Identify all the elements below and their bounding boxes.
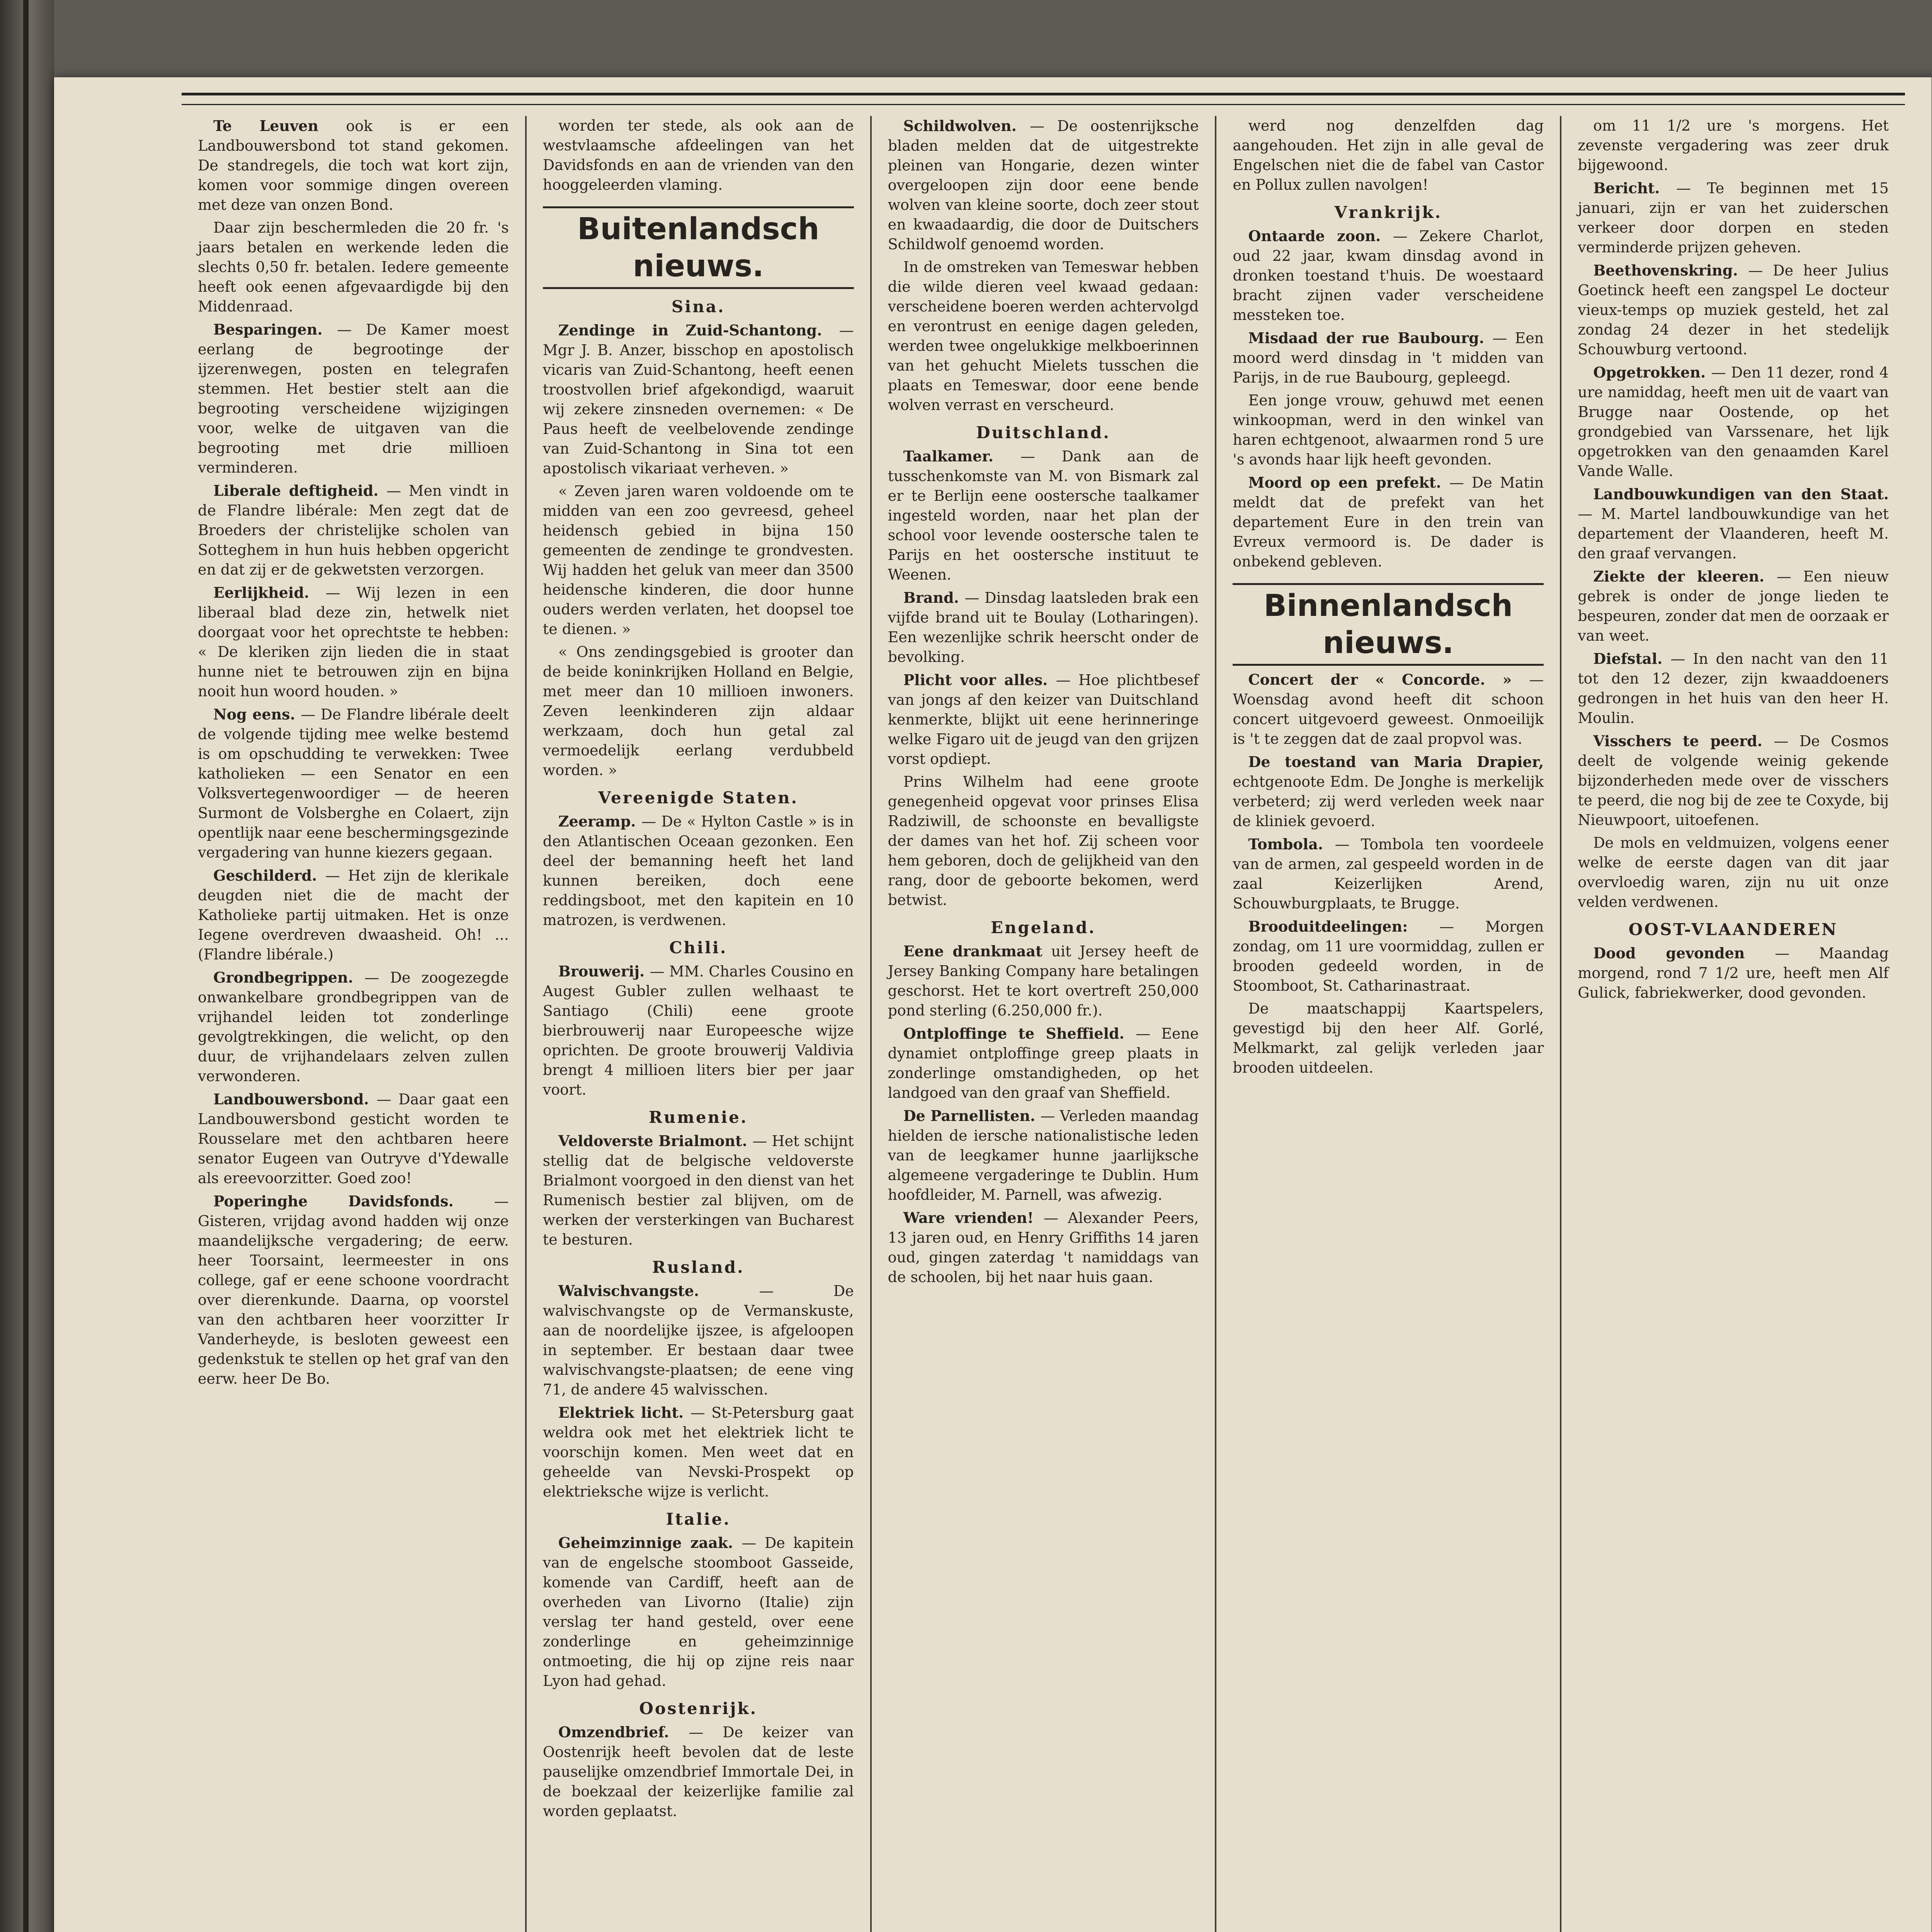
article-lede: Opgetrokken. xyxy=(1593,364,1711,381)
article-paragraph xyxy=(543,1281,854,1400)
subheading-duitschland: Duitschland. xyxy=(976,423,1111,442)
section-heading-foreign: Buitenlandsch nieuws. xyxy=(543,206,854,289)
subheading-vrankrijk: Vrankrijk. xyxy=(1334,203,1442,222)
subheading-rusland: Rusland. xyxy=(652,1258,745,1277)
article-lede: Brooduitdeelingen: xyxy=(1248,918,1440,935)
article-body: — Men vindt in de Flandre libérale: Men zegt dat de Broeders der christelijke scholen van Sotteghem in hun huis hebben opgericht en dat zij er de gekwetsten verzorgen. xyxy=(198,482,509,578)
article-body: — Den 11 dezer, rond 4 ure namiddag, heeft men uit de vaart van Brugge naar Oostende, op het grondgebied van Varssenare, het lijk opgetrokken van den genaamden Karel Vande Walle. xyxy=(1578,364,1889,480)
article-lede: Dood gevonden xyxy=(1593,944,1775,962)
article-body: — De Matin meldt dat de prefekt van het departement Eure in den trein van Evreux vermoord is. De dader is onbekend gebleven. xyxy=(1233,474,1544,570)
article-paragraph xyxy=(543,1533,854,1691)
article-paragraph xyxy=(198,218,509,316)
article-body: — St-Petersburg gaat weldra ook met het elektriek licht te voorschijn komen. Men weet dat en geheelde van Nevski-Prospekt op elektrieksche wijze is verlicht. xyxy=(543,1404,854,1500)
article-body: Een jonge vrouw, gehuwd met eenen winkoopman, werd in den winkel van haren echtgenoot, alwaarmen rond 5 ure 's avonds haar lijk heeft gevonden. xyxy=(1233,392,1544,468)
column-4-lead: werd nog denzelfden dag aangehouden. Het zijn in alle geval de Engelschen niet die de fabel van Castor en Pollux zullen navolgen! xyxy=(1233,117,1544,193)
article-lede: Ontaarde zoon. xyxy=(1248,227,1393,245)
article-body: De mols en veldmuizen, volgens eener welke de eerste dagen van dit jaar overvloedig waren, zijn nu uit onze velden verdwenen. xyxy=(1578,834,1889,910)
article-body: — Gisteren, vrijdag avond hadden wij onze maandelijksche vergadering; de eerw. heer Toorsaint, leermeester in ons college, gaf er eene schoone voordracht over dierenkunde. Daarna, op voorstel van den achtbaren heer voorzitter Ir Vanderheyde, is besloten geweest een gedenkstuk te stellen op het graf van den eerw. heer De Bo. xyxy=(198,1193,509,1387)
article-paragraph xyxy=(888,116,1199,254)
article-lede: Ontploffinge te Sheffield. xyxy=(903,1025,1136,1042)
article-lede: Omzendbrief. xyxy=(558,1723,689,1741)
article-lede: Ware vrienden! xyxy=(903,1209,1044,1226)
article-body: « Ons zendingsgebied is grooter dan de beide koninkrijken Holland en Belgie, met meer dan 10 millioen inwoners. Zeven leenkinderen zijn aldaar werkzaam, doch hun getal zal vermoedelijk eerlang verdubbeld worden. » xyxy=(543,643,854,779)
article-paragraph xyxy=(888,1024,1199,1103)
article-lede: Nog eens. xyxy=(213,706,301,723)
article-paragraph xyxy=(198,1089,509,1188)
article-body: ook is er een Landbouwersbond tot stand gekomen. De standregels, die toch wat kort zijn, komen voor sommige dingen overeen met deze van onzen Bond. xyxy=(198,117,509,213)
article-lede: Besparingen. xyxy=(213,321,337,338)
article-body: In de omstreken van Temeswar hebben die wilde dieren veel kwaad gedaan: verscheidene boeren werden achtervolgd en verontrust en eenige dagen geleden, werden twee ongelukkige melkboerinnen van het gehucht Mielets tusschen die plaats en Temeswar, door eene bende wolven verrast en verscheurd. xyxy=(888,259,1199,413)
article-lede: Visschers te peerd. xyxy=(1593,732,1774,750)
article-paragraph xyxy=(1233,834,1544,913)
article-lede: Taalkamer. xyxy=(903,447,1020,465)
article-lede: Beethovenskring. xyxy=(1593,262,1748,279)
article-lede: Ziekte der kleeren. xyxy=(1593,568,1777,585)
column-4 xyxy=(1216,116,1561,1932)
article-lede: Misdaad der rue Baubourg. xyxy=(1248,329,1493,347)
article-body: — Te beginnen met 15 januari, zijn er van het zuiderschen verkeer door dorpen en steden verminderde prijzen geheven. xyxy=(1578,180,1889,256)
article-lede: Schildwolven. xyxy=(903,117,1030,134)
article-paragraph xyxy=(1578,260,1889,359)
article-lede: Tombola. xyxy=(1248,835,1335,853)
article-body: — In den nacht van den 11 tot den 12 dezer, zijn kwaaddoeners gedrongen in het huis van den heer H. Moulin. xyxy=(1578,650,1889,726)
article-paragraph xyxy=(1233,917,1544,996)
column-3 xyxy=(872,116,1217,1932)
article-lede: De Parnellisten. xyxy=(903,1107,1041,1124)
article-body: — De Kamer moest eerlang de begrootinge der ijzerenwegen, posten en telegrafen stemmen. Het bestier stelt aan die begrooting verscheidene wijzigingen voor, welke de uitgaven van die begrooting met drie millioen verminderen. xyxy=(198,321,509,476)
article-body: — Dank aan de tusschenkomste van M. von Bismark zal er te Berlijn eene oostersche taalkamer ingesteld worden, naar het plan der school voor levende oostersche talen te Parijs en het oostersche instituut te Weenen. xyxy=(888,448,1199,583)
subheading-vereenigde-staten: Vereenigde Staten. xyxy=(598,788,799,807)
article-paragraph xyxy=(1578,649,1889,728)
article-paragraph xyxy=(1578,566,1889,646)
article-lede: Moord op een prefekt. xyxy=(1248,474,1449,491)
header-rule xyxy=(182,93,1905,105)
subheading-sina: Sina. xyxy=(671,297,725,316)
article-paragraph xyxy=(1233,328,1544,388)
column-5-lead: om 11 1/2 ure 's morgens. Het zevenste vergadering was zeer druk bijgewoond. xyxy=(1578,117,1889,173)
article-paragraph xyxy=(1578,731,1889,830)
article-paragraph xyxy=(888,1208,1199,1287)
article-body: — Het schijnt stellig dat de belgische veldoverste Brialmont voorgoed in den dienst van het Rumenisch bestier zal blijven, om de werken der versterkingen van Bucharest te besturen. xyxy=(543,1133,854,1248)
article-paragraph xyxy=(888,941,1199,1020)
article-paragraph xyxy=(198,866,509,964)
article-lede: Liberale deftigheid. xyxy=(213,482,387,499)
article-body: echtgenoote Edm. De Jonghe is merkelijk verbeterd; zij werd verleden week naar de kliniek gevoerd. xyxy=(1233,773,1544,830)
article-paragraph xyxy=(543,320,854,478)
article-body: — De Cosmos deelt de volgende weinig gekende bijzonderheden mede over de visschers te peerd, die nog bij de zee te Coxyde, bij Nieuwpoort, uitoefenen. xyxy=(1578,733,1889,828)
article-paragraph xyxy=(888,1106,1199,1205)
article-paragraph xyxy=(543,961,854,1100)
article-body: — Mgr J. B. Anzer, bisschop en apostolisch vicaris van Zuid-Schantong, heeft eenen troostvollen brief afgekondigd, waaruit wij zekere zinsneden overnemen: « De Paus heeft de veelbelovende zendinge van Zuid-Schantong in Sina tot een apostolisch vikariaat verheven. » xyxy=(543,322,854,477)
article-body: — Tombola ten voordeele van de armen, zal gespeeld worden in de zaal Keizerlijken Arend, Schouwburgplaats, te Brugge. xyxy=(1233,836,1544,912)
column-1 xyxy=(182,116,527,1932)
article-body: — De heer Julius Goetinck heeft een zangspel Le docteur vieux-temps op muziek gesteld, het zal zondag 24 dezer in het stedelijk Schouwburg vertoond. xyxy=(1578,262,1889,358)
article-paragraph xyxy=(1233,670,1544,749)
article-paragraph xyxy=(543,1722,854,1821)
article-lede: De toestand van Maria Drapier, xyxy=(1248,753,1544,770)
article-body: — M. Martel landbouwkundige van het departement der Vlaanderen, heeft M. den graaf vervangen. xyxy=(1578,505,1889,562)
article-lede: Concert der « Concorde. » xyxy=(1248,671,1529,688)
article-body: — Verleden maandag hielden de iersche nationalistische leden van de leegkamer hunne jaarlijksche algemeene vergaderinge te Dublin. Hum hoofdleider, M. Parnell, was afwezig. xyxy=(888,1107,1199,1203)
article-body: — De kapitein van de engelsche stoomboot Gasseide, komende van Cardiff, heeft aan de overheden van Livorno (Italie) zijn verslag ter hand gesteld, over eene zonderlinge en geheimzinnige ontmoeting, die hij op zijne reis naar Lyon had gehad. xyxy=(543,1534,854,1689)
article-lede: Bericht. xyxy=(1593,179,1677,197)
article-lede: Zeeramp. xyxy=(558,813,642,830)
column-2-lead: worden ter stede, als ook aan de westvlaamsche afdeelingen van het Davidsfonds en aan de vrienden van den hooggeleerden vlaming. xyxy=(543,117,854,193)
article-lede: Diefstal. xyxy=(1593,650,1671,667)
article-lede: Elektriek licht. xyxy=(558,1404,690,1421)
article-body: — Morgen zondag, om 11 ure voormiddag, zullen er brooden gedeeld worden, in de Stoomboot, St. Catharinastraat. xyxy=(1233,918,1544,994)
subheading-oost-vlaanderen: OOST-VLAANDEREN xyxy=(1628,920,1838,939)
article-paragraph xyxy=(1233,391,1544,469)
article-lede: Poperinghe Davidsfonds. xyxy=(213,1192,494,1210)
article-lede: Eene drankmaat xyxy=(903,942,1051,960)
article-paragraph xyxy=(1233,226,1544,325)
article-lede: Grondbegrippen. xyxy=(213,969,365,986)
subheading-oostenrijk: Oostenrijk. xyxy=(639,1699,758,1718)
article-paragraph xyxy=(198,1191,509,1389)
book-spine xyxy=(0,0,54,1932)
article-paragraph xyxy=(198,583,509,701)
article-body: Daar zijn beschermleden die 20 fr. 's jaars betalen en werkende leden die slechts 0,50 fr. betalen. Iedere gemeente heeft ook eenen afgevaardigde bij den Middenraad. xyxy=(198,219,509,315)
article-lede: Eerlijkheid. xyxy=(213,584,326,601)
article-lede: Landbouwkundigen van den Staat. xyxy=(1593,485,1889,503)
column-5 xyxy=(1561,116,1905,1932)
article-lede: Veldoverste Brialmont. xyxy=(558,1132,753,1150)
article-lede: Plicht voor alles. xyxy=(903,671,1056,689)
article-paragraph xyxy=(888,670,1199,769)
article-body: Prins Wilhelm had eene groote genegenheid opgevat voor prinses Elisa Radziwill, de schoonste en bevalligste der dames van het hof. Zij scheen voor hem geboren, doch de gelijkheid van den rang, door de geboorte bekomen, werd betwist. xyxy=(888,773,1199,908)
article-paragraph xyxy=(198,481,509,580)
article-columns xyxy=(182,116,1905,1932)
article-body: « Zeven jaren waren voldoende om te midden van een zoo gevreesd, geheel heidensch gebied in bijna 150 gemeenten de zendinge te grondvesten. Wij hadden het geluk van meer dan 3500 heidensche kinderen, die door hunne ouders werden verlaten, het doopsel toe te dienen. » xyxy=(543,483,854,638)
article-paragraph xyxy=(198,320,509,478)
article-lede: Walvischvangste. xyxy=(558,1282,759,1299)
article-paragraph xyxy=(543,642,854,780)
article-paragraph xyxy=(198,968,509,1086)
subheading-rumenie: Rumenie. xyxy=(648,1108,748,1127)
article-lede: Te Leuven xyxy=(213,117,346,134)
article-body: — Zekere Charlot, oud 22 jaar, kwam dinsdag avond in dronken toestand t'huis. De woestaard bracht zijnen vader verscheidene messteken toe. xyxy=(1233,228,1544,323)
article-lede: Geheimzinnige zaak. xyxy=(558,1534,742,1551)
article-paragraph xyxy=(1578,484,1889,563)
article-body: — Wij lezen in een liberaal blad deze zin, hetwelk niet doorgaat voor het oprechtste te hebben: « De kleriken zijn lieden die in staat hunne niet te betrouwen zijn en bijna nooit hun woord houden. » xyxy=(198,584,509,700)
subheading-engeland: Engeland. xyxy=(990,918,1096,937)
article-body: — Een nieuw gebrek is onder de jonge lieden te bespeuren, zonder dat men de oorzaak er van weet. xyxy=(1578,568,1889,644)
article-paragraph xyxy=(198,704,509,862)
article-body: — Woensdag avond heeft dit schoon concert uitgevoerd geweest. Onmoeilijk is 't te zeggen dat de zaal propvol was. xyxy=(1233,671,1544,747)
section-heading-domestic: Binnenlandsch nieuws. xyxy=(1233,583,1544,666)
article-paragraph xyxy=(543,811,854,930)
article-paragraph xyxy=(888,446,1199,585)
article-body: — De zoogezegde onwankelbare grondbegrippen van de vrijhandel leiden tot zonderlinge gevolgtrekkingen, die welicht, op den duur, de vrijhandelaars zelven zullen verwonderen. xyxy=(198,969,509,1085)
article-lede: Zendinge in Zuid-Schantong. xyxy=(558,321,839,339)
article-paragraph xyxy=(1233,752,1544,831)
article-paragraph xyxy=(1578,362,1889,481)
article-body: uit Jersey heeft de Jersey Banking Company hare betalingen geschorst. Het te kort overtreft 250,000 pond sterling (6.250,000 fr.). xyxy=(888,943,1199,1019)
article-paragraph xyxy=(543,481,854,639)
article-body: — Eene dynamiet ontploffinge greep plaats in zonderlinge omstandigheden, op het landgoed van den graaf van Sheffield. xyxy=(888,1025,1199,1101)
article-paragraph xyxy=(1578,943,1889,1003)
article-lede: Geschilderd. xyxy=(213,867,325,884)
article-body: — De oostenrijksche bladen melden dat de uitgestrekte pleinen van Hongarie, dezen winter overgeloopen zijn door eene bende wolven van kleine soorte, doch zeer stout en kwaadaardig, die door de Duitschers Schildwolf genoemd worden. xyxy=(888,117,1199,253)
article-body: — Dinsdag laatsleden brak een vijfde brand uit te Boulay (Lotharingen). Een wezenlijke schrik heerscht onder de bevolking. xyxy=(888,589,1199,665)
article-paragraph xyxy=(1578,833,1889,912)
article-body: — De Flandre libérale deelt de volgende tijding mee welke bestemd is om opschudding te verwekken: Twee katholieken — een Senator en een Volksvertegenwoordiger — de heeren Surmont de Volsberghe en Colaert, zijn opentlijk naar eene beschermingsgezinde vergadering van hunne kiezers gegaan. xyxy=(198,706,509,861)
article-paragraph xyxy=(1233,999,1544,1078)
article-paragraph xyxy=(1578,178,1889,257)
article-paragraph xyxy=(888,257,1199,415)
article-paragraph xyxy=(888,588,1199,667)
article-body: — Daar gaat een Landbouwersbond gesticht worden te Rousselare met den achtbaren heere senator Eugeen van Outryve d'Ydewalle als ereevoorzitter. Goed zoo! xyxy=(198,1091,509,1187)
article-body: — MM. Charles Cousino en Augest Gubler zullen welhaast te Santiago (Chili) eene groote bierbrouwerij naar Europeesche wijze oprichten. De groote brouwerij Valdivia brengt 4 millioen liters bier per jaar voort. xyxy=(543,963,854,1098)
article-paragraph xyxy=(543,1131,854,1250)
article-paragraph xyxy=(888,772,1199,910)
article-paragraph xyxy=(198,116,509,215)
article-body: — De « Hylton Castle » is in den Atlantischen Oceaan gezonken. Een deel der bemanning heeft het land kunnen bereiken, doch eene reddingsboot, met den kapitein en 10 matrozen, is verdwenen. xyxy=(543,813,854,929)
article-body: De maatschappij Kaartspelers, gevestigd bij den heer Alf. Gorlé, Melkmarkt, zal gelijk verleden jaar brooden uitdeelen. xyxy=(1233,1000,1544,1076)
column-2 xyxy=(527,116,872,1932)
article-body: — Hoe plichtbesef van jongs af den keizer van Duitschland kenmerkte, blijkt uit eene herinneringe welke Figaro uit de jeugd van den grijzen vorst opdiept. xyxy=(888,672,1199,767)
article-body: — Het zijn de klerikale deugden niet die de macht der Katholieke partij uitmaken. Het is onze Iegene overdreven dwaasheid. Oh! ... (Flandre libérale.) xyxy=(198,867,509,963)
article-lede: Landbouwersbond. xyxy=(213,1090,377,1108)
subheading-italie: Italie. xyxy=(666,1510,731,1529)
article-body: — De keizer van Oostenrijk heeft bevolen dat de leste pauselijke omzendbrief Immortale Dei, in de boekzaal der keizerlijke familie zal worden geplaatst. xyxy=(543,1724,854,1820)
article-paragraph xyxy=(1233,473,1544,571)
article-body: — Maandag morgend, rond 7 1/2 ure, heeft men Alf Gulick, fabriekwerker, dood gevonden. xyxy=(1578,945,1889,1001)
article-body: — Alexander Peers, 13 jaren oud, en Henry Griffiths 14 jaren oud, gingen zaterdag 't namiddags van de schoolen, bij het naar huis gaan. xyxy=(888,1209,1199,1286)
article-lede: Brouwerij. xyxy=(558,963,650,980)
article-lede: Brand. xyxy=(903,589,965,606)
subheading-chili: Chili. xyxy=(669,938,728,957)
article-body: — De walvischvangste op de Vermanskuste, aan de noordelijke ijszee, is afgeloopen in september. Er bestaan daar twee walvischvangste-plaatsen; de eene ving 71, de andere 45 walvisschen. xyxy=(543,1282,854,1398)
article-body: — Een moord werd dinsdag in 't midden van Parijs, in de rue Baubourg, gepleegd. xyxy=(1233,330,1544,386)
article-paragraph xyxy=(543,1403,854,1502)
